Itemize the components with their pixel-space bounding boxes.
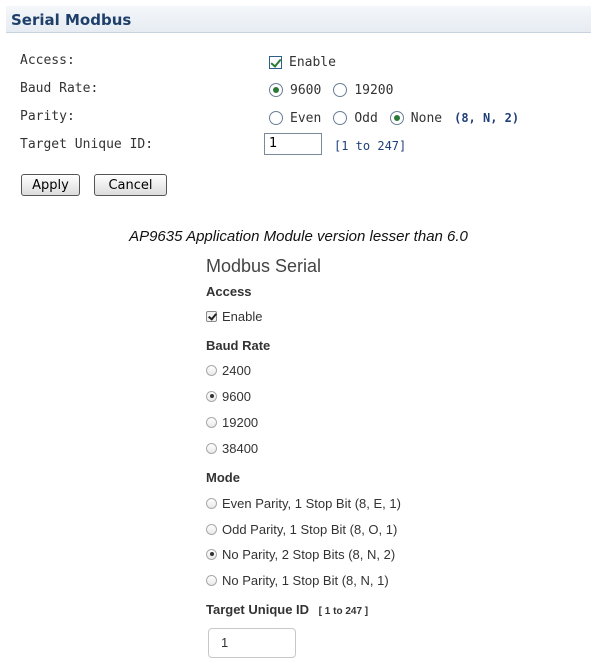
mode-none-1stop-radio[interactable] bbox=[206, 575, 217, 586]
parity-odd-radio[interactable] bbox=[333, 111, 347, 125]
target-id-section-label: Target Unique ID bbox=[206, 602, 310, 617]
target-id-range: [1 to 247] bbox=[334, 139, 407, 153]
target-id-input-2[interactable]: 1 bbox=[208, 628, 296, 658]
baud-9600-radio[interactable] bbox=[269, 83, 283, 97]
mode-even-text: Even Parity, 1 Stop Bit (8, E, 1) bbox=[222, 495, 401, 511]
parity-options bbox=[269, 107, 519, 129]
baud-2400-text: 2400 bbox=[222, 362, 251, 378]
parity-row bbox=[6, 107, 591, 129]
target-id-range-2: [ 1 to 247 ] bbox=[318, 606, 369, 617]
panel-title: Serial Modbus bbox=[11, 11, 132, 29]
access-enable-checkbox[interactable] bbox=[269, 56, 282, 69]
apply-button[interactable]: Apply bbox=[21, 174, 80, 196]
access-enable-checkbox-2[interactable] bbox=[206, 311, 217, 322]
baud-9600-label: 9600 bbox=[290, 82, 322, 98]
mode-none-1stop-text: No Parity, 1 Stop Bit (8, N, 1) bbox=[222, 572, 389, 588]
baud-19200-option[interactable] bbox=[206, 414, 258, 430]
baud-rate-options bbox=[269, 79, 405, 101]
panel-header bbox=[6, 6, 591, 33]
baud-19200-radio[interactable] bbox=[333, 83, 347, 97]
parity-format-note: (8, N, 2) bbox=[454, 111, 520, 125]
parity-label: Parity: bbox=[20, 109, 75, 124]
target-id-section bbox=[206, 602, 368, 617]
mode-even-option[interactable] bbox=[206, 495, 401, 511]
modbus-serial-title: Modbus Serial bbox=[206, 256, 322, 276]
access-enable-text: Enable bbox=[222, 308, 263, 324]
mode-none-2stop-option[interactable] bbox=[206, 546, 395, 562]
baud-19200-radio-2[interactable] bbox=[206, 417, 217, 428]
access-enable-option[interactable] bbox=[206, 308, 262, 324]
mode-odd-option[interactable] bbox=[206, 521, 397, 537]
access-label: Access: bbox=[20, 53, 75, 68]
parity-none-label: None bbox=[410, 110, 443, 126]
parity-none-radio[interactable] bbox=[390, 111, 404, 125]
mode-none-2stop-text: No Parity, 2 Stop Bits (8, N, 2) bbox=[222, 546, 396, 562]
baud-rate-row bbox=[6, 79, 591, 101]
target-id-input[interactable]: 1 bbox=[264, 133, 322, 155]
mode-even-radio[interactable] bbox=[206, 498, 217, 509]
figure-caption: AP9635 Application Module version lesser than 6.0 bbox=[129, 228, 468, 245]
access-enable-control[interactable] bbox=[269, 51, 348, 73]
access-row bbox=[6, 51, 591, 73]
mode-none-2stop-radio[interactable] bbox=[206, 549, 217, 560]
mode-odd-text: Odd Parity, 1 Stop Bit (8, O, 1) bbox=[222, 521, 398, 537]
serial-modbus-panel bbox=[6, 6, 591, 211]
parity-even-radio[interactable] bbox=[269, 111, 283, 125]
mode-odd-radio[interactable] bbox=[206, 524, 217, 535]
baud-19200-text: 19200 bbox=[222, 414, 259, 430]
access-section-label: Access bbox=[206, 284, 252, 299]
baud-38400-radio[interactable] bbox=[206, 443, 217, 454]
mode-none-1stop-option[interactable] bbox=[206, 572, 389, 588]
baud-rate-label: Baud Rate: bbox=[20, 81, 99, 96]
mode-section-label: Mode bbox=[206, 470, 240, 485]
baud-9600-radio-2[interactable] bbox=[206, 391, 217, 402]
baud-9600-text: 9600 bbox=[222, 388, 251, 404]
cancel-button[interactable]: Cancel bbox=[94, 174, 167, 196]
parity-even-label: Even bbox=[290, 110, 322, 126]
baud-2400-option[interactable] bbox=[206, 362, 251, 378]
baud-2400-radio[interactable] bbox=[206, 365, 217, 376]
baud-19200-label: 19200 bbox=[354, 82, 394, 98]
baud-38400-option[interactable] bbox=[206, 440, 258, 456]
target-id-label: Target Unique ID: bbox=[20, 137, 154, 152]
baud-38400-text: 38400 bbox=[222, 440, 259, 456]
target-id-range-wrap bbox=[334, 135, 406, 157]
baud-rate-section-label: Baud Rate bbox=[206, 338, 271, 353]
access-enable-label: Enable bbox=[289, 54, 336, 70]
parity-odd-label: Odd bbox=[354, 110, 378, 126]
baud-9600-option[interactable] bbox=[206, 388, 251, 404]
